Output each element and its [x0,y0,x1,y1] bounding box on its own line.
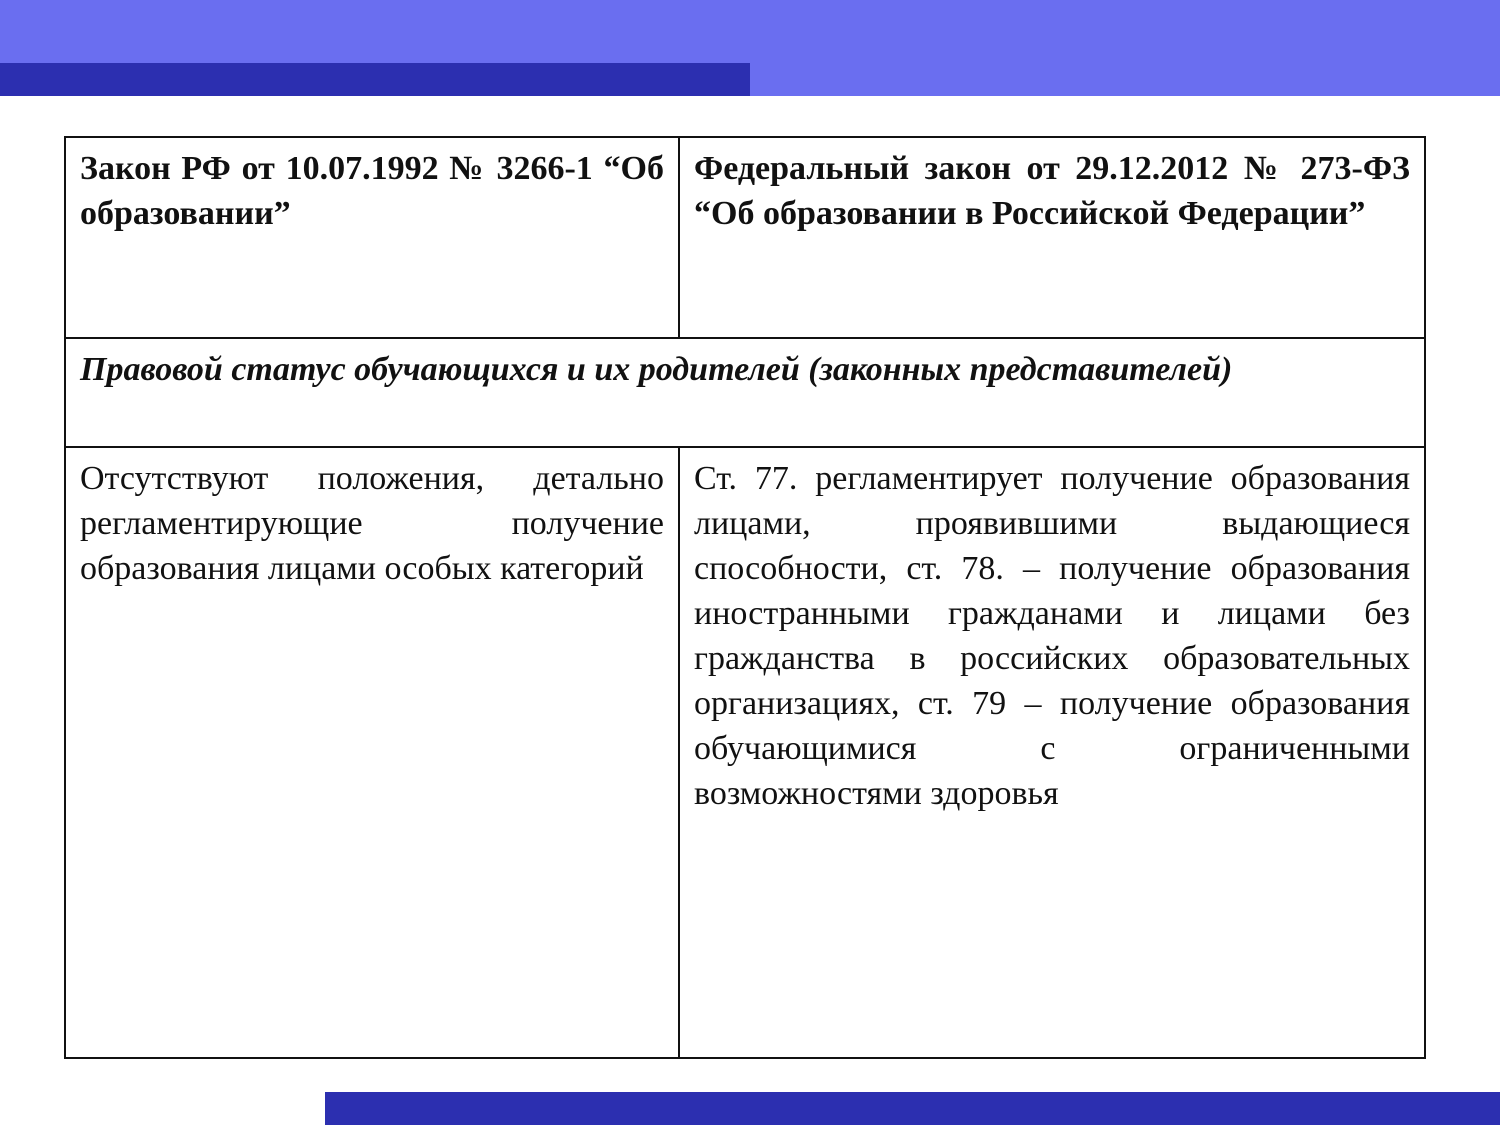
section-row [65,338,1425,447]
top-accent-stripe [0,63,750,96]
old-law-title: Закон РФ от 10.07.1992 № 3266-1 “Об образовании” [65,137,679,338]
section-title: Правовой статус обучающихся и их родителей (законных представителей) [65,338,1425,447]
new-law-title: Федеральный закон от 29.12.2012 № 273-ФЗ “Об образовании в Российской Федерации” [679,137,1425,338]
bottom-accent-stripe [325,1092,1500,1125]
content-row [65,447,1425,1058]
header-row [65,137,1425,338]
old-law-provision: Отсутствуют положения, детально регламентирующие получение образования лицами особых категорий [65,447,679,1058]
comparison-table [64,136,1426,1059]
new-law-provision: Ст. 77. регламентирует получение образования лицами, проявившими выдающиеся способности, ст. 78. – получение образования иностранными гражданами и лицами без гражданства в российских образовательных организациях, ст. 79 – получение образования обучающимися с ограниченными возможностями здоровья [679,447,1425,1058]
